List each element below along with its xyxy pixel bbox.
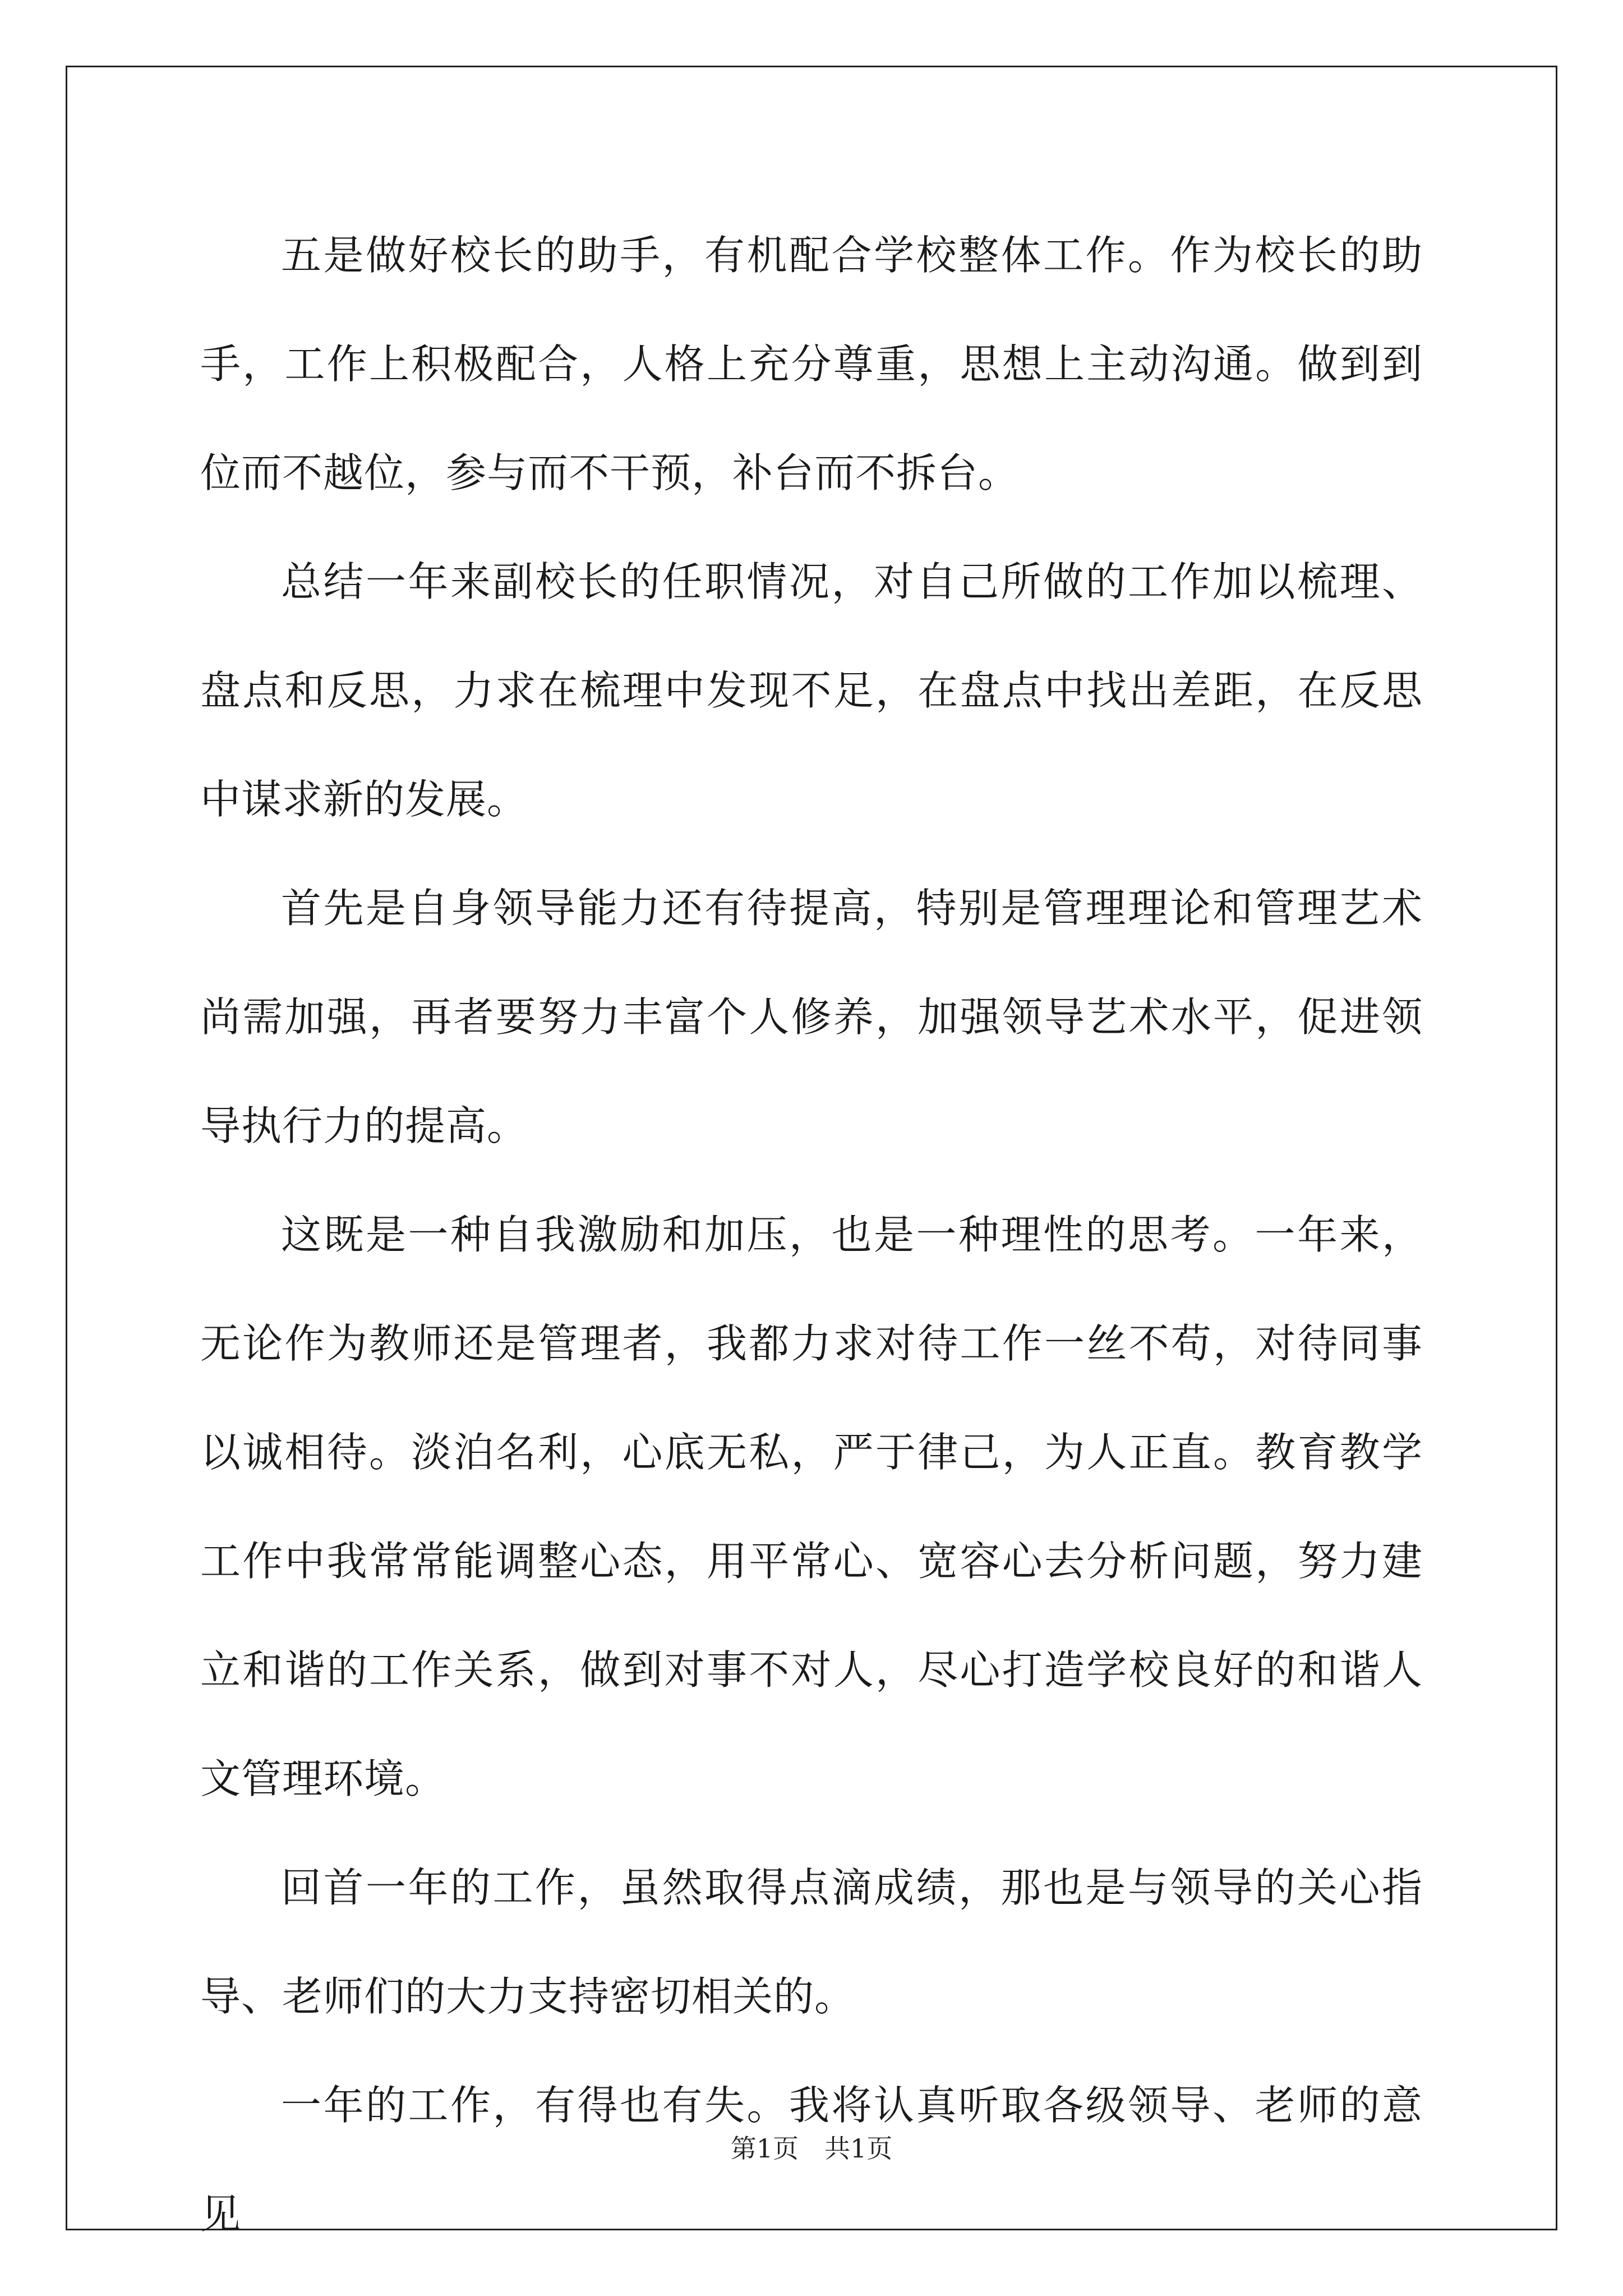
page-number-total: 共1页 xyxy=(824,2133,893,2164)
paragraph-5: 回首一年的工作，虽然取得点滴成绩，那也是与领导的关心指导、老师们的大力支持密切相关的。 xyxy=(200,1864,1423,2020)
page-footer xyxy=(0,2132,1623,2165)
paragraph-2: 总结一年来副校长的任职情况，对自己所做的工作加以梳理、盘点和反思，力求在梳理中发现不足，在盘点中找出差距，在反思中谋求新的发展。 xyxy=(200,558,1423,823)
paragraph-6: 一年的工作，有得也有失。我将认真听取各级领导、老师的意见 xyxy=(200,2082,1423,2238)
paragraph-4: 这既是一种自我激励和加压，也是一种理性的思考。一年来，无论作为教师还是管理者，我都力求对待工作一丝不苟，对待同事以诚相待。淡泊名利，心底无私，严于律己，为人正直。教育教学工作中我常常能调整心态，用平常心、宽容心去分析问题，努力建立和谐的工作关系，做到对事不对人，尽心打造学校良好的和谐人文管理环境。 xyxy=(200,1211,1423,1802)
page-number-current: 第1页 xyxy=(730,2133,799,2164)
paragraph-1: 五是做好校长的助手，有机配合学校整体工作。作为校长的助手，工作上积极配合，人格上充分尊重，思想上主动沟通。做到到位而不越位，参与而不干预，补台而不拆台。 xyxy=(200,232,1423,496)
document-body xyxy=(200,201,1423,2269)
paragraph-3: 首先是自身领导能力还有待提高，特别是管理理论和管理艺术尚需加强，再者要努力丰富个人修养，加强领导艺术水平，促进领导执行力的提高。 xyxy=(200,885,1423,1149)
